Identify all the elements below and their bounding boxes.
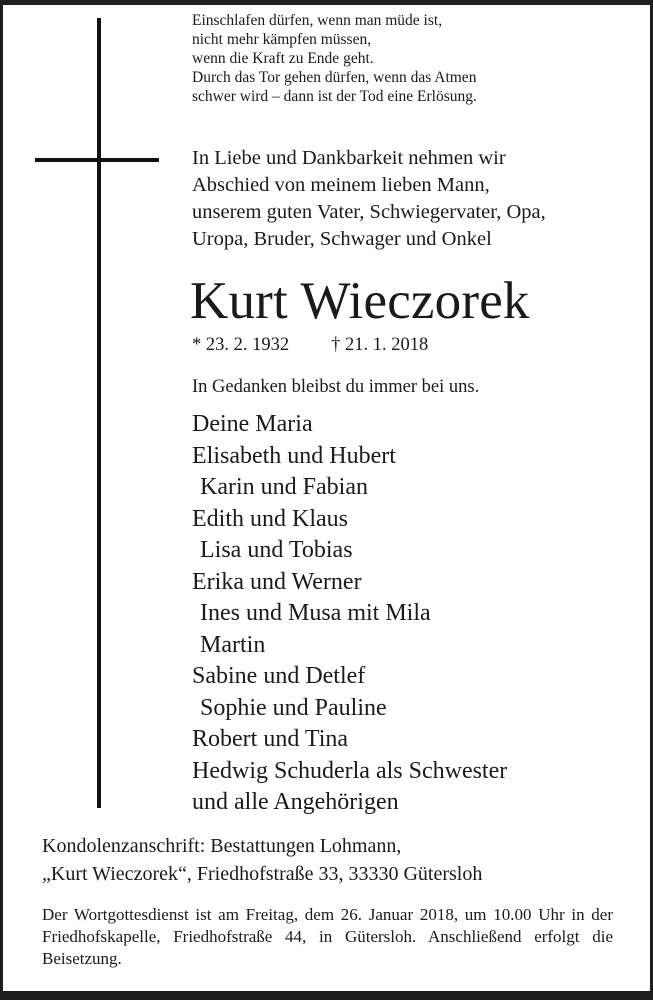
obituary-notice <box>3 5 650 991</box>
mourner: Karin und Fabian <box>200 474 368 500</box>
mourner: Robert und Tina <box>192 726 349 752</box>
poem-line: nicht mehr kämpfen müssen, <box>192 31 372 48</box>
intro-line: Uropa, Bruder, Schwager und Onkel <box>192 228 492 250</box>
poem-line: schwer wird – dann ist der Tod eine Erlösung. <box>192 88 477 105</box>
condolence-line: Kondolenzanschrift: Bestattungen Lohmann, <box>42 835 402 857</box>
mourner: Ines und Musa mit Mila <box>200 600 431 626</box>
mourners-list <box>192 409 507 819</box>
mourner: Elisabeth und Hubert <box>192 442 396 469</box>
intro-line: In Liebe und Dankbarkeit nehmen wir <box>192 147 506 169</box>
deceased-name: Kurt Wieczorek <box>190 272 530 330</box>
cross-icon-horizontal <box>35 158 159 162</box>
mourner: Martin <box>200 631 266 658</box>
mourner: Edith und Klaus <box>192 505 348 532</box>
mourner: und alle Angehörigen <box>192 789 399 815</box>
service-info: Der Wortgottesdienst ist am Freitag, dem 26. Januar 2018, um 10.00 Uhr in der Friedhofskapelle, Friedhofstraße 44, in Gütersloh. Anschließend erfolgt die Beisetzung. <box>42 905 613 968</box>
memorial-phrase: In Gedanken bleibst du immer bei uns. <box>192 377 480 397</box>
intro-line: Abschied von meinem lieben Mann, <box>192 174 490 196</box>
mourner: Sophie und Pauline <box>200 694 387 721</box>
birth-date: * 23. 2. 1932 <box>192 335 290 355</box>
mourner: Sabine und Detlef <box>192 663 366 689</box>
mourner: Lisa und Tobias <box>200 537 353 563</box>
poem-line: wenn die Kraft zu Ende geht. <box>192 50 374 67</box>
intro-text <box>192 145 546 253</box>
life-dates <box>192 333 428 357</box>
condolence-line: „Kurt Wieczorek“, Friedhofstraße 33, 33330 Gütersloh <box>42 863 483 885</box>
poem <box>192 11 477 106</box>
intro-line: unserem guten Vater, Schwiegervater, Opa, <box>192 201 546 223</box>
death-date: † 21. 1. 2018 <box>331 335 429 355</box>
mourner: Erika und Werner <box>192 568 362 595</box>
mourner: Deine Maria <box>192 411 313 437</box>
cross-icon-vertical <box>97 18 101 808</box>
poem-line: Einschlafen dürfen, wenn man müde ist, <box>192 12 443 29</box>
mourner: Hedwig Schuderla als Schwester <box>192 757 508 784</box>
poem-line: Durch das Tor gehen dürfen, wenn das Atmen <box>192 69 477 86</box>
condolence-address <box>42 832 482 888</box>
